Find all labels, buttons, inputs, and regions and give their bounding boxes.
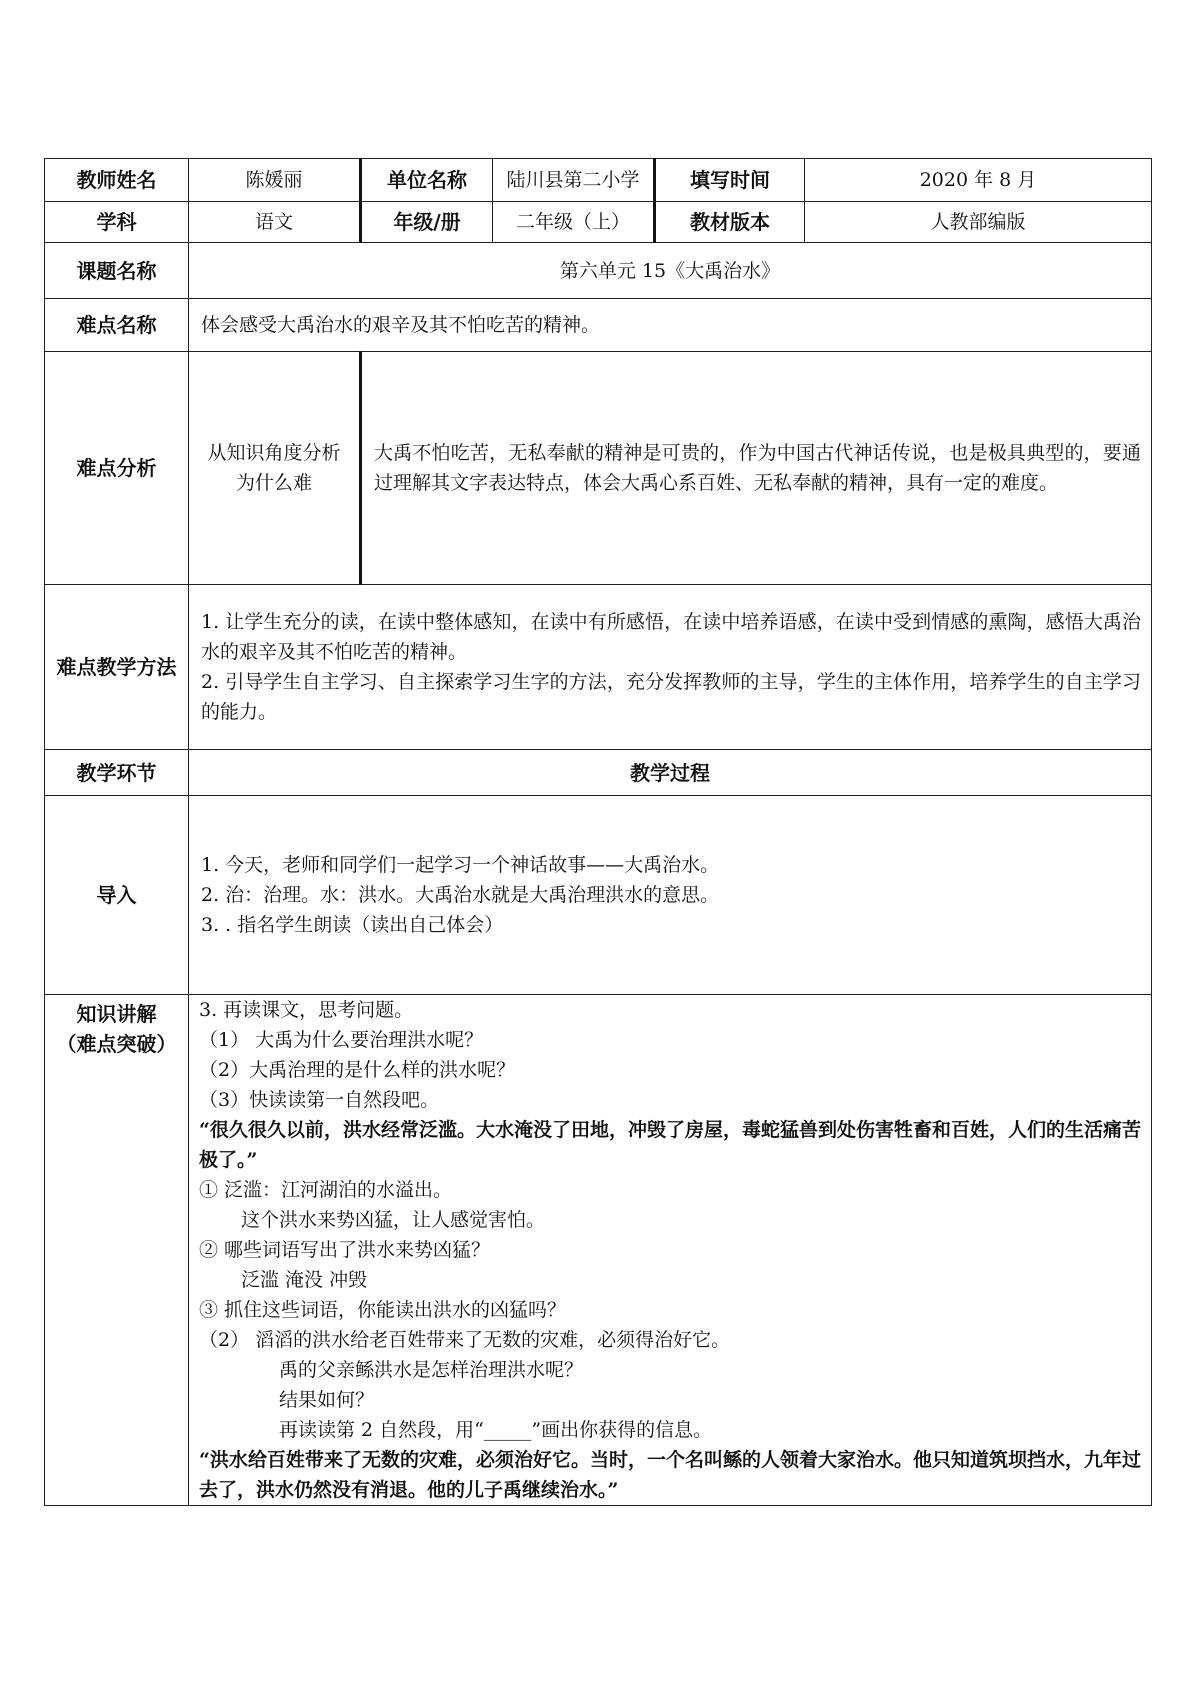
method-content	[189, 585, 1152, 750]
knowledge-label-line1: 知识讲解	[76, 1002, 157, 1026]
lesson-plan-sheet	[44, 158, 1151, 1506]
intro-row	[45, 796, 1152, 995]
subject-value: 语文	[189, 202, 361, 243]
analysis-label: 难点分析	[45, 352, 189, 585]
difficulty-value: 体会感受大禹治水的艰辛及其不怕吃苦的精神。	[189, 299, 1152, 352]
unit-name-value: 陆川县第二小学	[493, 159, 655, 202]
fill-time-value: 2020 年 8 月	[805, 159, 1152, 202]
process-step-header: 教学环节	[45, 750, 189, 796]
intro-line-1: 1. 今天，老师和同学们一起学习一个神话故事——大禹治水。	[201, 854, 720, 876]
knowledge-line-3: （2）大禹治理的是什么样的洪水呢？	[199, 1059, 516, 1081]
note-1b: 这个洪水来势凶猛，让人感觉害怕。	[241, 1209, 546, 1231]
difficulty-row	[45, 299, 1152, 352]
unit-name-label: 单位名称	[361, 159, 493, 202]
info-row-1	[45, 159, 1152, 202]
analysis-text: 大禹不怕吃苦，无私奉献的精神是可贵的，作为中国古代神话传说，也是极具典型的，要通过理解其文字表达特点，体会大禹心系百姓、无私奉献的精神，具有一定的难度。	[361, 352, 1152, 585]
teacher-name-value: 陈媛丽	[189, 159, 361, 202]
analysis-sublabel-line1: 从知识角度分析	[207, 442, 341, 464]
info-row-2	[45, 202, 1152, 243]
quote-paragraph-1: “很久很久以前，洪水经常泛滥。大水淹没了田地，冲毁了房屋，毒蛇猛兽到处伤害牲畜和百姓，人们的生活痛苦极了。”	[199, 1119, 1141, 1171]
method-item-1: 1. 让学生充分的读，在读中整体感知，在读中有所感悟，在读中培养语感，在读中受到情感的熏陶，感悟大禹治水的艰辛及其不怕吃苦的精神。	[201, 611, 1141, 663]
topic-value: 第六单元 15《大禹治水》	[189, 243, 1152, 299]
topic-label: 课题名称	[45, 243, 189, 299]
intro-content	[189, 796, 1152, 995]
knowledge-row	[45, 995, 1152, 1506]
topic-row	[45, 243, 1152, 299]
grade-value: 二年级（上）	[493, 202, 655, 243]
step-2d: 再读读第 2 自然段，用“_____”画出你获得的信息。	[279, 1419, 713, 1441]
analysis-sublabel	[189, 352, 361, 585]
difficulty-label: 难点名称	[45, 299, 189, 352]
edition-label: 教材版本	[655, 202, 805, 243]
lesson-plan-table	[44, 158, 1152, 1506]
subject-label: 学科	[45, 202, 189, 243]
grade-label: 年级/册	[361, 202, 493, 243]
edition-value: 人教部编版	[805, 202, 1152, 243]
note-2: ② 哪些词语写出了洪水来势凶猛？	[199, 1239, 491, 1261]
knowledge-line-1: 3. 再读课文，思考问题。	[199, 999, 414, 1021]
intro-line-3: 3. . 指名学生朗读（读出自己体会）	[201, 914, 504, 936]
fill-time-label: 填写时间	[655, 159, 805, 202]
teacher-name-label: 教师姓名	[45, 159, 189, 202]
method-row	[45, 585, 1152, 750]
knowledge-label-line2: （难点突破）	[56, 1032, 177, 1056]
knowledge-content	[189, 995, 1152, 1506]
quote-paragraph-2: “洪水给百姓带来了无数的灾难，必须治好它。当时，一个名叫鲧的人领着大家治水。他只知道筑坝挡水，九年过去了，洪水仍然没有消退。他的儿子禹继续治水。”	[199, 1449, 1141, 1501]
step-2b: 禹的父亲鲧洪水是怎样治理洪水呢？	[279, 1359, 584, 1381]
analysis-sublabel-line2: 为什么难	[235, 472, 312, 494]
method-item-2: 2. 引导学生自主学习、自主探索学习生字的方法，充分发挥教师的主导，学生的主体作用，培养学生的自主学习的能力。	[201, 671, 1141, 723]
note-3: ③ 抓住这些词语，你能读出洪水的凶猛吗？	[199, 1299, 567, 1321]
analysis-row	[45, 352, 1152, 585]
step-2c: 结果如何？	[279, 1389, 375, 1411]
note-1: ① 泛滥：江河湖泊的水溢出。	[199, 1179, 453, 1201]
intro-line-2: 2. 治：治理。水：洪水。大禹治水就是大禹治理洪水的意思。	[201, 884, 720, 906]
intro-label: 导入	[45, 796, 189, 995]
knowledge-line-2: （1） 大禹为什么要治理洪水呢？	[199, 1029, 484, 1051]
note-2b: 泛滥 淹没 冲毁	[241, 1269, 368, 1291]
step-2: （2） 滔滔的洪水给老百姓带来了无数的灾难，必须得治好它。	[199, 1329, 731, 1351]
knowledge-label	[45, 995, 189, 1506]
process-header-row	[45, 750, 1152, 796]
process-content-header: 教学过程	[189, 750, 1152, 796]
method-label: 难点教学方法	[45, 585, 189, 750]
knowledge-line-4: （3）快读读第一自然段吧。	[199, 1089, 440, 1111]
